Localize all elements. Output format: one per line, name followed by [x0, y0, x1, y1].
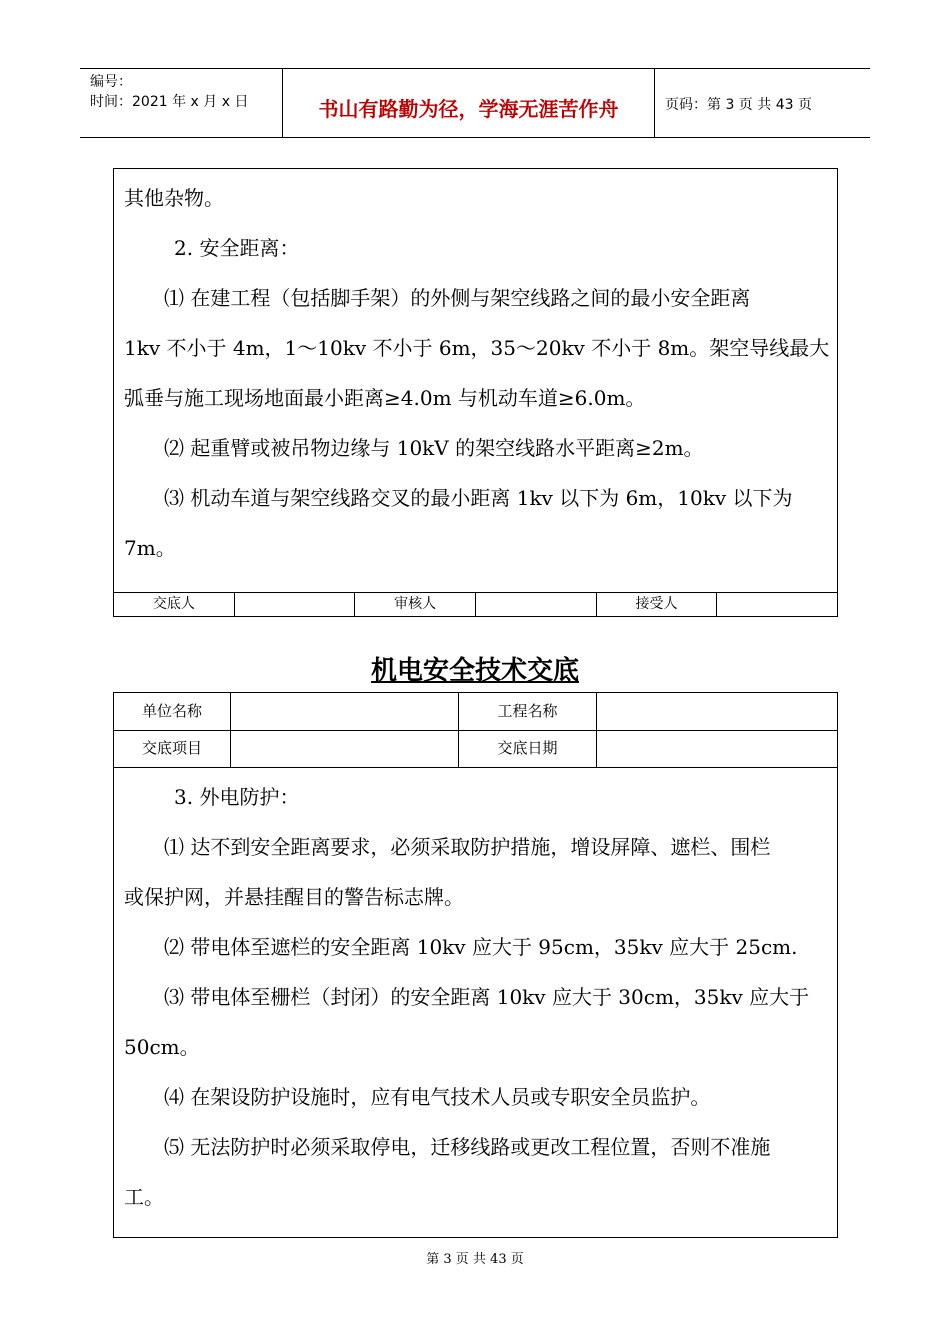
paragraph-line: 或保护网，并悬挂醒目的警告标志牌。 [124, 885, 464, 909]
paragraph-line: ⑴ 在建工程（包括脚手架）的外侧与架空线路之间的最小安全距离 [164, 286, 751, 310]
project-name-value [597, 693, 837, 730]
paragraph-line: ⑸ 无法防护时必须采取停电，迁移线路或更改工程位置，否则不准施 [164, 1135, 771, 1159]
date-label: 交底日期 [459, 730, 597, 767]
paragraph-line: ⑴ 达不到安全距离要求，必须采取防护措施，增设屏障、遮栏、围栏 [164, 835, 771, 859]
paragraph-line: 其他杂物。 [124, 186, 224, 210]
info-row [114, 730, 837, 767]
time-label: 时间：2021 年 x 月 x 日 [90, 94, 249, 110]
paragraph-line: 2. 安全距离： [174, 236, 300, 260]
paragraph-line: 1kv 不小于 4m，1～10kv 不小于 6m，35～20kv 不小于 8m。架空导线最大 [124, 336, 830, 360]
item-value [231, 730, 459, 767]
paragraph-line: 弧垂与施工现场地面最小距离≥4.0m 与机动车道≥6.0m。 [124, 386, 646, 410]
document-title-text: 机电安全技术交底 [370, 656, 579, 686]
motto: 书山有路勤为径，学海无涯苦作舟 [282, 69, 655, 137]
handover-label: 交底人 [114, 593, 235, 616]
receiver-value [717, 593, 837, 616]
paragraph-line: 7m。 [124, 536, 176, 560]
document-title [0, 650, 950, 687]
item-label: 交底项目 [114, 730, 231, 767]
paragraph-line: 工。 [124, 1185, 164, 1209]
unit-name-label: 单位名称 [114, 693, 231, 730]
paragraph-line: 3. 外电防护： [174, 785, 300, 809]
project-name-label: 工程名称 [459, 693, 597, 730]
reviewer-label: 审核人 [355, 593, 476, 616]
header-meta [80, 69, 282, 137]
paragraph-line: ⑵ 带电体至遮栏的安全距离 10kv 应大于 95cm，35kv 应大于 25cm. [164, 935, 798, 959]
number-label: 编号： [90, 74, 132, 90]
content-box-top [113, 168, 838, 593]
info-table [113, 692, 838, 768]
content-box-bottom [113, 767, 838, 1238]
paragraph-line: ⑶ 带电体至栅栏（封闭）的安全距离 10kv 应大于 30cm，35kv 应大于 [164, 985, 810, 1009]
receiver-label: 接受人 [597, 593, 718, 616]
page-footer: 第 3 页 共 43 页 [426, 1252, 524, 1267]
paragraph-line: 50cm。 [124, 1035, 200, 1059]
handover-value [235, 593, 356, 616]
paragraph-line: ⑷ 在架设防护设施时，应有电气技术人员或专职安全员监护。 [164, 1085, 711, 1109]
date-value [597, 730, 837, 767]
unit-name-value [231, 693, 459, 730]
page-header [80, 68, 870, 138]
paragraph-line: ⑶ 机动车道与架空线路交叉的最小距离 1kv 以下为 6m，10kv 以下为 [164, 486, 793, 510]
paragraph-line: ⑵ 起重臂或被吊物边缘与 10kV 的架空线路水平距离≥2m。 [164, 436, 704, 460]
reviewer-value [476, 593, 597, 616]
page-info: 页码：第 3 页 共 43 页 [665, 97, 812, 113]
signature-row [113, 592, 838, 617]
info-row [114, 693, 837, 731]
